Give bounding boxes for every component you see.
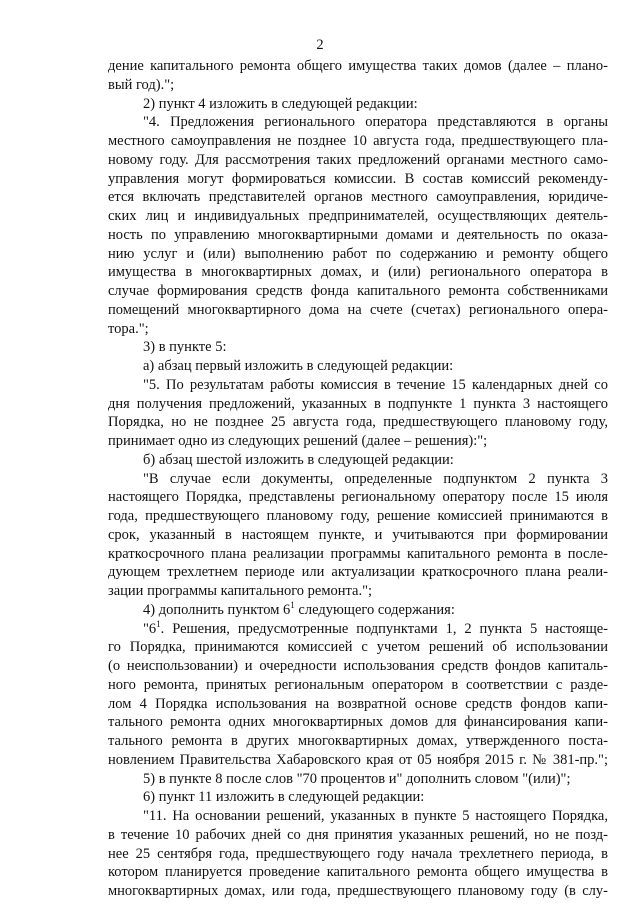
text-line xyxy=(108,732,608,751)
text-line-content: новлением Правительства Хабаровского края от 05 ноября 2015 г. № 381-пр."; xyxy=(108,751,608,768)
text-line-content: новому году. Для рассмотрения таких предложений органами местного само- xyxy=(108,151,608,168)
text-line-content: ских лиц и индивидуальных предпринимателей, осуществляющих деятель- xyxy=(108,208,608,224)
text-line xyxy=(108,207,608,226)
text-line-content: местного самоуправления не позднее 10 августа года, предшествующего пла- xyxy=(108,133,608,149)
text-line xyxy=(108,882,608,901)
text-line xyxy=(108,545,608,564)
text-line xyxy=(108,320,608,339)
text-line-content: вый год)."; xyxy=(108,76,175,93)
text-line xyxy=(108,563,608,582)
text-line-content: (о неиспользовании) и очередности использования средств фондов капиталь- xyxy=(108,658,608,674)
text-line xyxy=(108,826,608,845)
text-line-content: имущества в многоквартирных домах, и (или) регионального оператора в xyxy=(108,264,608,281)
text-line xyxy=(108,582,608,601)
text-line xyxy=(108,657,608,676)
text-line-content: ется включать представителей органов местного самоуправления, юридиче- xyxy=(108,189,608,206)
text-line-content: настоящего Порядка, представлены региональному оператору после 15 июля xyxy=(108,489,608,506)
text-line xyxy=(108,770,608,789)
text-line-content: зации программы капитального ремонта."; xyxy=(108,583,373,599)
text-line-content: случае формирования средств фонда капитального ремонта собственниками xyxy=(108,283,608,299)
text-line-content: тора."; xyxy=(108,320,149,337)
text-line-content: дня получения предложений, указанных в подпункте 1 пункта 3 настоящего xyxy=(108,395,608,412)
text-line-content: принимает одно из следующих решений (далее – решения):"; xyxy=(108,433,488,449)
text-line-content: 6) пункт 11 изложить в следующей редакции: xyxy=(143,789,425,806)
page-number: 2 xyxy=(316,37,324,53)
text-line-content: тального ремонта в других многоквартирных домах, утвержденного поста- xyxy=(108,733,608,749)
superscript-index: 1 xyxy=(156,619,161,629)
text-line-content: дующем трехлетнем периоде или актуализации краткосрочного плана реали- xyxy=(108,564,608,581)
text-line xyxy=(108,845,608,864)
text-line xyxy=(108,76,608,95)
text-line xyxy=(108,807,608,826)
text-line-content: "6 xyxy=(143,620,157,637)
text-line-content: "11. На основании решений, указанных в пункте 5 настоящего Порядка, xyxy=(143,808,608,824)
text-line-content: 2) пункт 4 изложить в следующей редакции: xyxy=(143,95,418,112)
text-line-content: "5. По результатам работы комиссия в течение 15 календарных дней со xyxy=(143,376,608,393)
text-line xyxy=(108,470,608,489)
text-line xyxy=(108,132,608,151)
text-line-content: краткосрочного плана реализации программы капитального ремонта в после- xyxy=(108,545,608,562)
text-line xyxy=(108,57,608,76)
text-line xyxy=(108,413,608,432)
text-line xyxy=(108,357,608,376)
text-line-content: тального ремонта одних многоквартирных домов для финансирования капи- xyxy=(108,714,608,731)
text-line xyxy=(108,695,608,714)
text-line-content: ного ремонта, принятых региональным оператором в соответствии с разде- xyxy=(108,676,608,693)
text-line-content: б) абзац шестой изложить в следующей редакции: xyxy=(143,451,454,468)
text-line-content: а) абзац первый изложить в следующей редакции: xyxy=(143,358,454,374)
text-line-content: котором планируется проведение капитального ремонта общего имущества в xyxy=(108,864,608,881)
text-line xyxy=(108,451,608,470)
text-line xyxy=(108,676,608,695)
text-line xyxy=(108,713,608,732)
text-line xyxy=(108,526,608,545)
text-line xyxy=(108,395,608,414)
text-line xyxy=(108,432,608,451)
text-line-content: го Порядка, принимаются комиссией с учетом решений об использовании xyxy=(108,639,608,656)
text-line xyxy=(108,245,608,264)
text-line-content: срок, указанный в настоящем пункте, и учитываются при формировании xyxy=(108,526,608,543)
text-line-continuation: . Решения, предусмотренные подпунктами 1, 2 пункта 5 настояще- xyxy=(160,620,608,637)
text-line-content: лом 4 Порядка использования на возвратной основе средств фондов капи- xyxy=(108,695,608,712)
superscript-index: 1 xyxy=(290,599,295,610)
text-line-content: в течение 10 рабочих дней со дня принятия указанных решений, но не позд- xyxy=(108,826,608,843)
text-line-content: помещений многоквартирного дома на счете (счетах) регионального опера- xyxy=(108,301,608,318)
document-body xyxy=(108,57,608,901)
text-line-continuation: следующего содержания: xyxy=(294,601,455,618)
text-line xyxy=(108,95,608,114)
text-line-content: "4. Предложения регионального оператора представляются в органы xyxy=(143,114,608,131)
text-line xyxy=(108,282,608,301)
text-line xyxy=(108,488,608,507)
text-line xyxy=(108,601,608,620)
text-line xyxy=(108,226,608,245)
text-line xyxy=(108,188,608,207)
text-line-content: года, предшествующего плановому году, решение комиссией принимаются в xyxy=(108,508,608,524)
text-line xyxy=(108,338,608,357)
text-line-content: ность по управлению многоквартирными домами и деятельность по оказа- xyxy=(108,226,608,243)
text-line xyxy=(108,863,608,882)
text-line xyxy=(108,638,608,657)
text-line xyxy=(108,751,608,770)
text-line xyxy=(108,376,608,395)
text-line-content: 3) в пункте 5: xyxy=(143,339,227,356)
text-line-content: нию услуг и (или) выполнению работ по содержанию и ремонту общего xyxy=(108,245,608,262)
text-line xyxy=(108,301,608,320)
text-line-content: Порядка, но не позднее 25 августа года, предшествующего плановому году, xyxy=(108,414,608,431)
text-line xyxy=(108,788,608,807)
text-line xyxy=(108,170,608,189)
text-line-content: "В случае если документы, определенные подпунктом 2 пункта 3 xyxy=(143,470,608,487)
text-line xyxy=(108,263,608,282)
text-line xyxy=(108,113,608,132)
text-line-content: 5) в пункте 8 после слов "70 процентов и" дополнить словом "(или)"; xyxy=(143,770,571,787)
text-line xyxy=(108,507,608,526)
text-line xyxy=(108,151,608,170)
text-line xyxy=(108,620,608,639)
text-line-content: нее 25 сентября года, предшествующего году начала трехлетнего периода, в xyxy=(108,845,608,862)
text-line-content: дение капитального ремонта общего имущества таких домов (далее – плано- xyxy=(108,58,608,74)
text-line-content: управления могут формироваться комиссии. В состав комиссий рекоменду- xyxy=(108,170,608,187)
text-line-content: многоквартирных домах, или года, предшествующего плановому году (в слу- xyxy=(108,883,608,899)
text-line-content: 4) дополнить пунктом 6 xyxy=(143,601,291,618)
